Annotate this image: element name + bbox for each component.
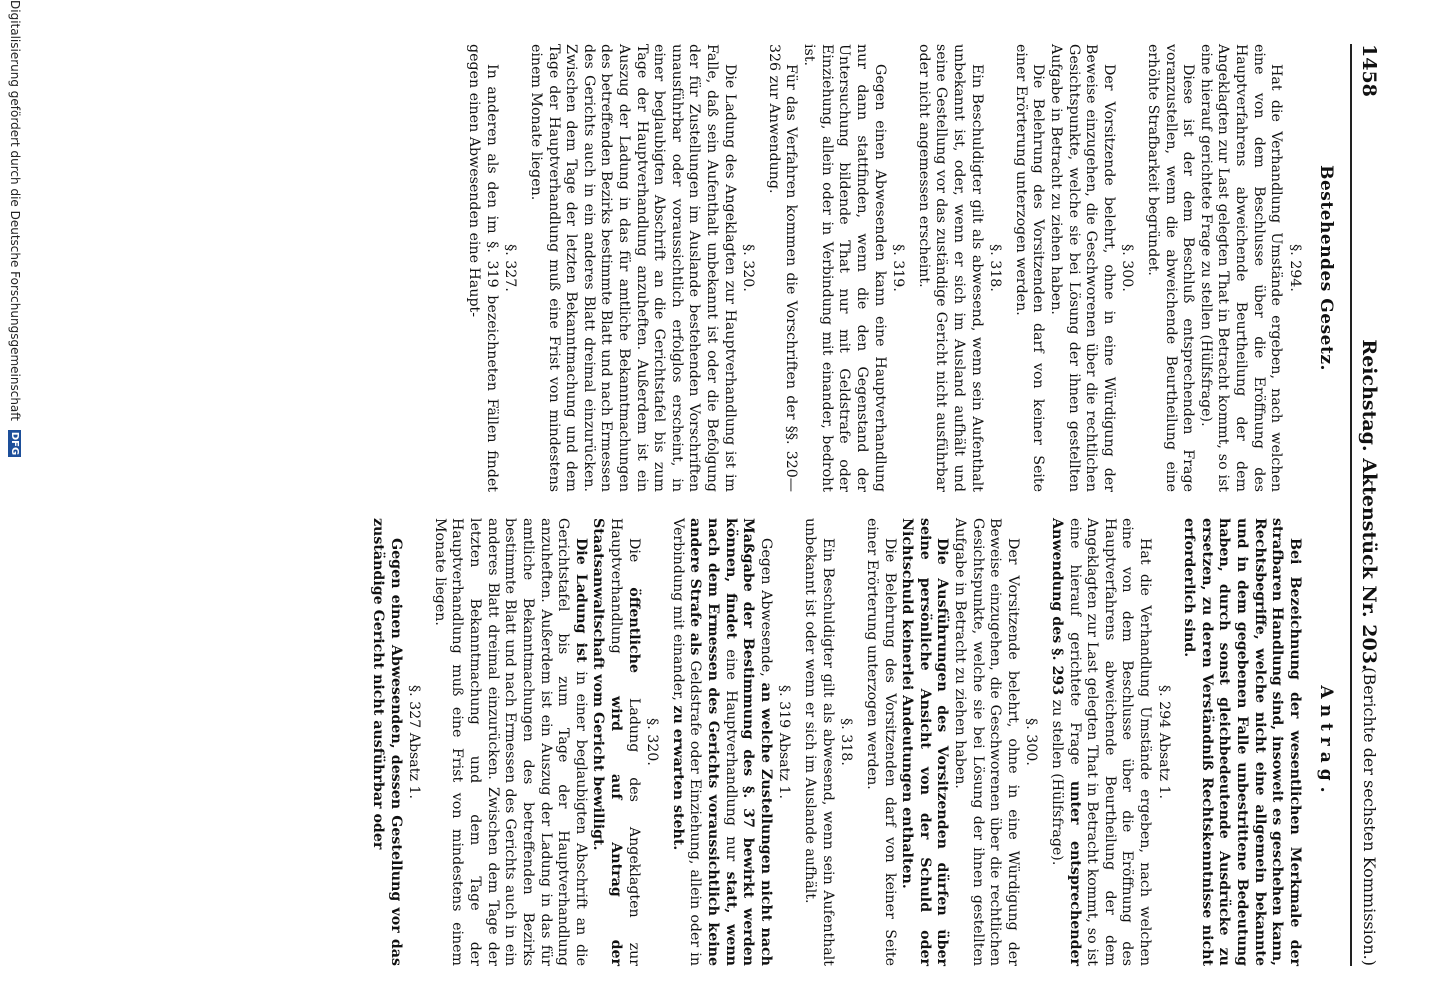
paragraph [368, 518, 403, 966]
paragraph [1047, 518, 1153, 966]
bold-text: Gegen einen Abwesenden, dessen Gestellung vor das zuständige Gericht nicht ausführbar oder [370, 518, 404, 966]
bold-text: statt, wenn nach dem Ermessen des Gerichts voraussichtlich keine andere Strafe als [687, 518, 739, 966]
bold-text: Die Ladung ist [572, 538, 589, 663]
section-heading: §. 327. [502, 244, 519, 292]
paragraph [1180, 518, 1303, 966]
section-heading: §. 320. [740, 244, 757, 292]
paragraph: Gegen einen Abwesenden kann eine Hauptverhandlung nur dann stattfinden, wenn die den Gegenstand der Untersuchung bildende That nur mit Geldstrafe oder Einziehung, allein oder in Verbindung mit einander, bedroht ist. [801, 44, 888, 492]
paragraph [668, 518, 774, 966]
text: zu stellen (Hülfsfrage). [1049, 699, 1065, 866]
section-heading: §. 318. [987, 244, 1004, 292]
text: Die [625, 538, 642, 563]
page-header [1356, 44, 1380, 966]
text: Geldstrafe oder Einziehung, allein oder in Verbindung mit einander, [669, 518, 704, 966]
paragraph [589, 518, 642, 966]
bold-text: Bei Bezeichnung der wesentlichen Merkmale der strafbaren Handlung sind, insoweit es geschehen kann, Rechtsbegriffe, welche nicht eine allgemein bekannte und in dem gegebenen Falle unbestrittene Bedeutung haben, durch sonst gleichbedeutende Ausdrücke zu ersetzen, zu deren Verständniß Rechtskenntnisse nicht erforderlich sind. [1181, 518, 1303, 966]
paragraph: Diese ist der dem Beschluß entsprechenden Frage voranzustellen, wenn die abweichende Beurtheilung eine erhöhte Strafbarkeit begründet. [1145, 44, 1197, 492]
paragraph: Die Belehrung des Vorsitzenden darf von keiner Seite einer Erörterung unterzogen werden. [863, 518, 898, 966]
section-heading: §. 320. [644, 718, 661, 766]
section-heading: §. 327 Absatz 1. [406, 685, 423, 799]
section-heading: §. 294 Absatz 1. [1155, 685, 1172, 799]
left-column-title: Bestehendes Gesetz. [1316, 165, 1336, 371]
dfg-logo: DFG [9, 431, 20, 456]
text: Hat die Verhandlung Umstände ergeben, nach welchen eine von dem Beschlusse über die Eröffnung des Hauptverfahrens abweichende Beurtheilung der dem Angeklagten zur Last gelegten That in Betracht kommt, so ist eine hierauf gerichtete Frage [1066, 518, 1154, 966]
section-heading: §. 294. [1286, 244, 1303, 292]
header-section: (Berichte der sechsten Kommission.) [1360, 667, 1379, 966]
text: Ladung des Angeklagten zur Hauptverhandlung [607, 518, 642, 966]
bold-text: wird auf Antrag der Staatsanwaltschaft vom Gericht bewilligt. [590, 518, 624, 966]
text: Gegen Abwesende, [757, 538, 774, 677]
paragraph: Für das Verfahren kommen die Vorschriften der §§. 320—326 zur Anwendung. [765, 44, 800, 492]
paragraph: Der Vorsitzende belehrt, ohne in eine Würdigung der Beweise einzugehen, die Geschworenen über die rechtlichen Gesichtspunkte, welche sie bei Lösung der ihnen gestellten Aufgabe in Betracht zu ziehen haben. [951, 518, 1021, 966]
two-column-body [54, 44, 1344, 966]
text: eine Hauptverhandlung nur [722, 649, 739, 862]
right-column-motion [368, 518, 1344, 966]
section-heading: §. 319 Absatz 1. [776, 685, 793, 799]
text: in einer beglaubigten Abschrift an die Gerichtstafel bis zum Tage der Hauptverhandlung anzuheften. Außerdem ist ein Auszug der Ladung in das für amtliche Bekanntmachungen des betreffenden Bezirks bestimmte Blatt und nach Ermessen des Gerichts auch in ein anderes Blatt dreimal einzurücken. Zwischen dem Tage der letzten Bekanntmachung und dem Tage der Hauptverhandlung muß eine Frist von mindestens einem Monate liegen. [431, 518, 589, 966]
page-number: 1458 [1358, 44, 1380, 97]
paragraph [430, 518, 588, 966]
right-column-title: Antrag. [1316, 685, 1336, 799]
section-heading: §. 318. [838, 718, 855, 766]
paragraph [898, 518, 951, 966]
paragraph: Die Ladung des Angeklagten zur Hauptverhandlung ist im Falle, daß sein Aufenthalt unbekannt ist oder die Befolgung der für Zustellungen im Auslande bestehenden Vorschriften unausführbar oder voraussichtlich erfolglos erscheint, in einer beglaubigten Abschrift an die Gerichtstafel bis zum Tage der Hauptverhandlung anzuheften. Außerdem ist ein Auszug der Ladung in das für amtliche Bekanntmachungen des betreffenden Bezirks bestimmte Blatt und nach Ermessen des Gerichts auch in ein anderes Blatt dreimal einzurücken. Zwischen dem Tage der letzten Bekanntmachung und dem Tage der Hauptverhandlung muß eine Frist von mindestens einem Monate liegen. [527, 44, 738, 492]
bold-text: an welche Zustellungen nicht nach Maßgabe der Bestimmung des §. 37 bewirkt werden können, findet [722, 518, 774, 966]
section-heading: §. 300. [1023, 718, 1040, 766]
bold-text: zu erwarten steht. [669, 705, 686, 851]
paragraph: In anderen als den im §. 319 bezeichneten Fällen findet gegen einen Abwesenden eine Haupt- [466, 44, 500, 492]
paragraph: Ein Beschuldigter gilt als abwesend, wenn sein Aufenthalt unbekannt ist oder wenn er sich im Auslande aufhält. [802, 518, 836, 966]
header-title: Reichstag. Aktenstück Nr. 203. [1358, 339, 1380, 671]
bold-text: unter entsprechender Anwendung des §. 293 [1049, 518, 1083, 966]
section-heading: §. 300. [1119, 244, 1136, 292]
bold-text: Die Ausführungen des Vorsitzenden dürfen über seine persönliche Ansicht von der Schuld oder Nichtschuld keinerlei Andeutungen enthalten. [899, 518, 951, 966]
paragraph: Hat die Verhandlung Umstände ergeben, nach welchen eine von dem Beschlusse über die Eröffnung des Hauptverfahrens abweichende Beurtheilung der dem Angeklagten zur Last gelegten That in Betracht kommt, so ist eine hierauf gerichtete Frage zu stellen (Hülfsfrage). [1197, 44, 1285, 492]
section-heading: §. 319. [890, 244, 907, 292]
left-column-existing-law [465, 44, 1345, 492]
bold-text: öffentliche [625, 587, 642, 674]
digitization-credit [7, 0, 22, 1000]
header-rule [1350, 44, 1352, 966]
paragraph: Die Belehrung des Vorsitzenden darf von keiner Seite einer Erörterung unterzogen werden. [1012, 44, 1047, 492]
paragraph: Der Vorsitzende belehrt, ohne in eine Würdigung der Beweise einzugehen, die Geschworenen über die rechtlichen Gesichtspunkte, welche sie bei Lösung der ihnen gestellten Aufgabe in Betracht zu ziehen haben. [1048, 44, 1117, 492]
credit-text: Digitalisierung gefördert durch die Deutsche Forschungsgemeinschaft [8, 0, 22, 422]
paragraph: Ein Beschuldigter gilt als abwesend, wenn sein Aufenthalt unbekannt ist, oder, wenn er sich im Ausland aufhält und seine Gestellung vor das zuständige Gericht nicht ausführbar oder nicht angemessen erscheint. [915, 44, 985, 492]
